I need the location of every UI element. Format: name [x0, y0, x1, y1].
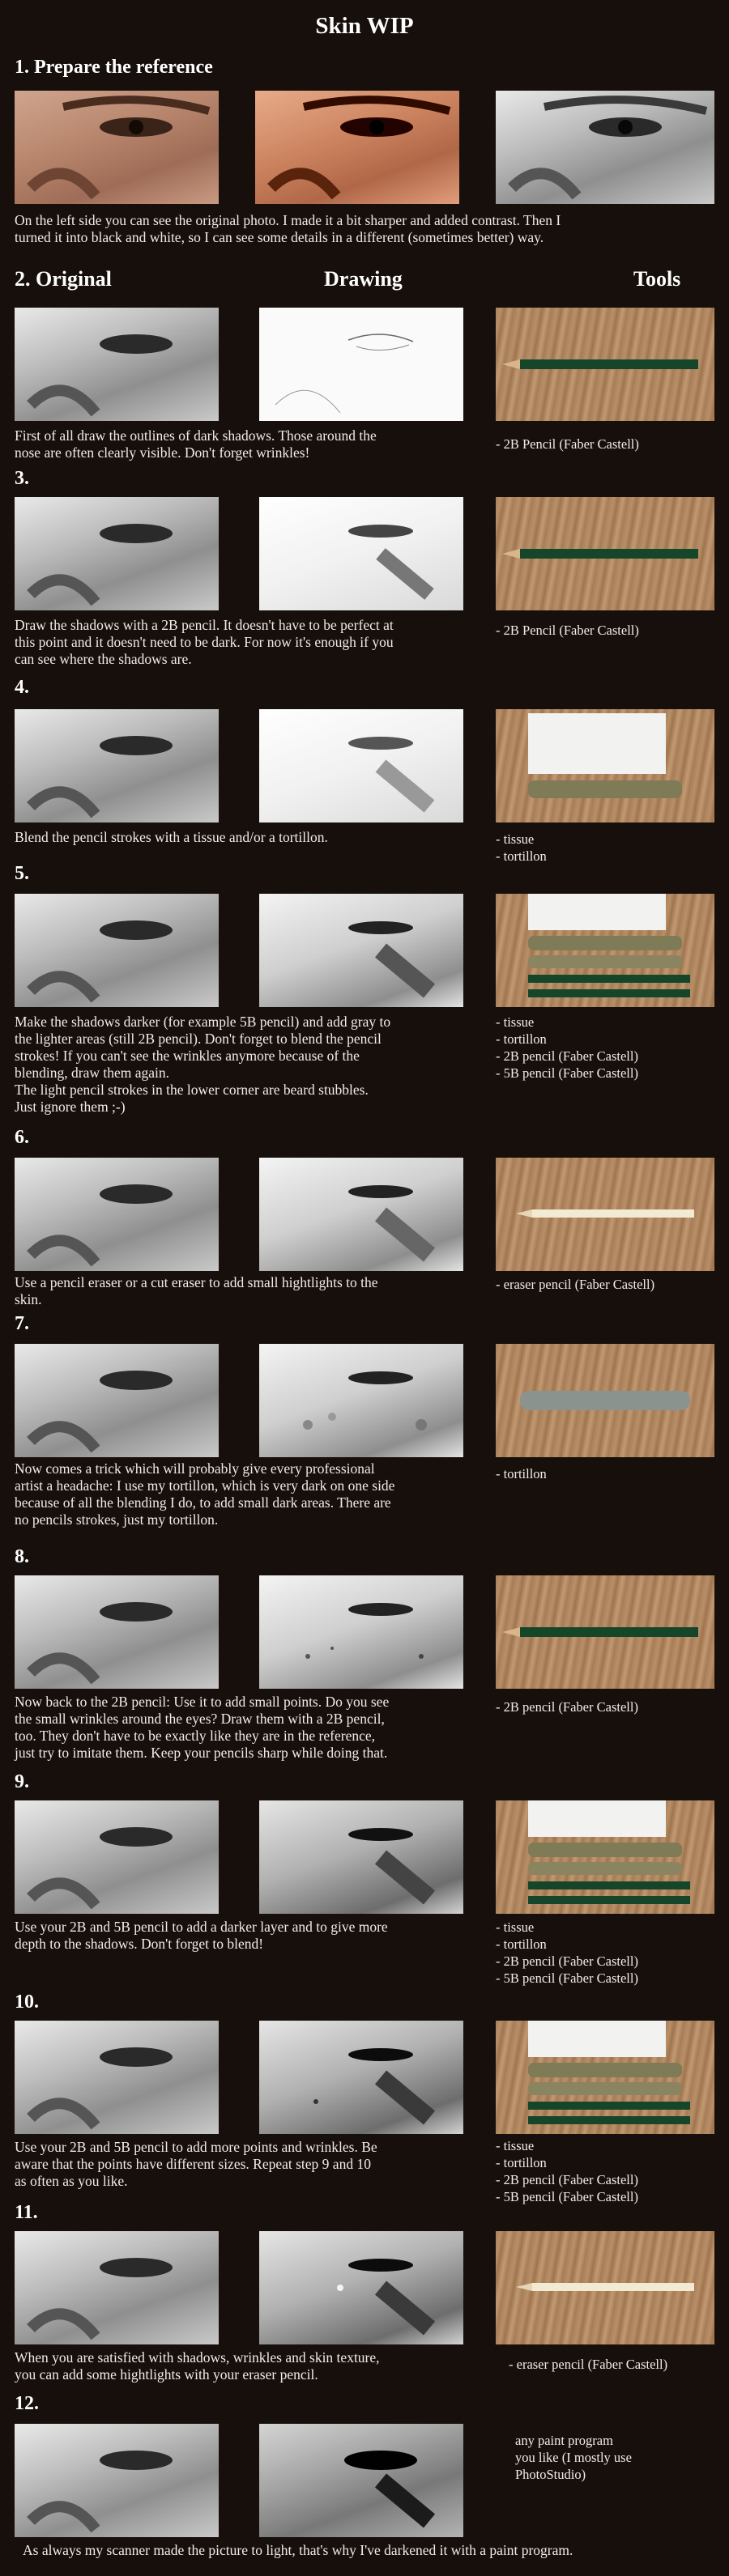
step-5-tools: - tissue - tortillon - 2B pencil (Faber Castell) - 5B pencil (Faber Castell) — [496, 1014, 638, 1081]
column-drawing: Drawing — [324, 267, 403, 291]
step-10-tools: - tissue - tortillon - 2B pencil (Faber Castell) - 5B pencil (Faber Castell) — [496, 2138, 638, 2204]
step-4-tools: - tissue - tortillon — [496, 831, 547, 864]
drawing-step-3 — [259, 497, 463, 610]
step-8-number: 8. — [15, 1546, 29, 1567]
tool-photo-step-10 — [496, 2021, 714, 2134]
original-photo-step-7 — [15, 1344, 219, 1457]
drawing-step-2 — [259, 308, 463, 421]
step-4-text: Blend the pencil strokes with a tissue and/or a tortillon. — [15, 829, 328, 845]
column-original: 2. Original — [15, 267, 112, 291]
step-4-number: 4. — [15, 677, 29, 698]
original-photo-step-9 — [15, 1800, 219, 1914]
original-photo-step-10 — [15, 2021, 219, 2134]
drawing-step-8 — [259, 1575, 463, 1689]
step-9-text: Use your 2B and 5B pencil to add a darker layer and to give more depth to the shadows. Don't forget to blend! — [15, 1919, 388, 1952]
step-3-number: 3. — [15, 468, 29, 489]
step-3-text: Draw the shadows with a 2B pencil. It doesn't have to be perfect at this point and it doesn't need to be dark. For now it's enough if you can see where the shadows are. — [15, 617, 394, 667]
step-2-tools: - 2B Pencil (Faber Castell) — [496, 436, 639, 452]
step-8-text: Now back to the 2B pencil: Use it to add small points. Do you see the small wrinkles around the eyes? Draw them with a 2B pencil, too. They don't have to be exactly like they are in the reference, just try to imitate them. Keep your pencils sharp while doing that. — [15, 1694, 390, 1761]
step-11-text: When you are satisfied with shadows, wrinkles and skin texture, you can add some hightlights with your eraser pencil. — [15, 2349, 380, 2383]
tool-photo-step-8 — [496, 1575, 714, 1689]
drawing-step-5 — [259, 894, 463, 1007]
drawing-step-9 — [259, 1800, 463, 1914]
step-9-tools: - tissue - tortillon - 2B pencil (Faber Castell) - 5B pencil (Faber Castell) — [496, 1919, 638, 1986]
prepare-heading: 1. Prepare the reference — [15, 57, 213, 78]
step-12-tools: any paint program you like (I mostly use PhotoStudio) — [515, 2433, 632, 2482]
original-photo-step-5 — [15, 894, 219, 1007]
tool-photo-step-3 — [496, 497, 714, 610]
drawing-step-10 — [259, 2021, 463, 2134]
tool-photo-step-5 — [496, 894, 714, 1007]
column-tools: Tools — [633, 267, 681, 291]
original-photo-step-2 — [15, 308, 219, 421]
step-10-number: 10. — [15, 1992, 39, 2013]
reference-photo-sharpened — [255, 91, 459, 204]
step-11-number: 11. — [15, 2202, 38, 2223]
step-7-number: 7. — [15, 1313, 29, 1334]
drawing-step-4 — [259, 709, 463, 823]
page-title: Skin WIP — [315, 13, 414, 39]
step-10-text: Use your 2B and 5B pencil to add more points and wrinkles. Be aware that the points have different sizes. Repeat step 9 and 10 as often as you like. — [15, 2139, 377, 2189]
tool-photo-step-11 — [496, 2231, 714, 2344]
step-5-text: Make the shadows darker (for example 5B pencil) and add gray to the lighter areas (still 2B pencil). Don't forget to blend the pencil strokes! If you can't see the wrinkles anymore because of the blending, draw them again. The light pencil strokes in the lower corner are beard stubbles. Just ignore them ;-) — [15, 1014, 391, 1115]
step-12-number: 12. — [15, 2393, 39, 2414]
tool-photo-step-7 — [496, 1344, 714, 1457]
step-6-tools: - eraser pencil (Faber Castell) — [496, 1277, 655, 1292]
drawing-step-6 — [259, 1158, 463, 1271]
drawing-step-7 — [259, 1344, 463, 1457]
step-3-tools: - 2B Pencil (Faber Castell) — [496, 623, 639, 638]
drawing-step-12-final — [259, 2424, 463, 2537]
original-photo-step-3 — [15, 497, 219, 610]
step-7-text: Now comes a trick which will probably give every professional artist a headache: I use my tortillon, which is very dark on one side because of all the blending I do, to add small dark areas. There are no pencils strokes, just my tortillon. — [15, 1460, 395, 1528]
tool-photo-step-2 — [496, 308, 714, 421]
step-6-text: Use a pencil eraser or a cut eraser to add small hightlights to the skin. — [15, 1274, 378, 1307]
step-11-tools: - eraser pencil (Faber Castell) — [509, 2357, 668, 2372]
tool-photo-step-4 — [496, 709, 714, 823]
tool-photo-step-9 — [496, 1800, 714, 1914]
step-5-number: 5. — [15, 863, 29, 884]
drawing-step-11 — [259, 2231, 463, 2344]
original-photo-step-6 — [15, 1158, 219, 1271]
original-photo-step-4 — [15, 709, 219, 823]
step-9-number: 9. — [15, 1771, 29, 1792]
step-8-tools: - 2B pencil (Faber Castell) — [496, 1699, 638, 1715]
step-6-number: 6. — [15, 1127, 29, 1148]
reference-photo-original — [15, 91, 219, 204]
original-photo-step-11 — [15, 2231, 219, 2344]
step-7-tools: - tortillon — [496, 1466, 547, 1481]
step-2-text: First of all draw the outlines of dark shadows. Those around the nose are often clearly visible. Don't forget wrinkles! — [15, 427, 377, 461]
step-12-text: As always my scanner made the picture to light, that's why I've darkened it with a paint program. — [23, 2542, 573, 2558]
reference-photo-bw — [496, 91, 714, 204]
prepare-text: On the left side you can see the original photo. I made it a bit sharper and added contrast. Then I turned it into black and white, so I can see some details in a different (sometimes better) way. — [15, 212, 561, 245]
tool-photo-step-6 — [496, 1158, 714, 1271]
original-photo-step-8 — [15, 1575, 219, 1689]
original-photo-step-12 — [15, 2424, 219, 2537]
